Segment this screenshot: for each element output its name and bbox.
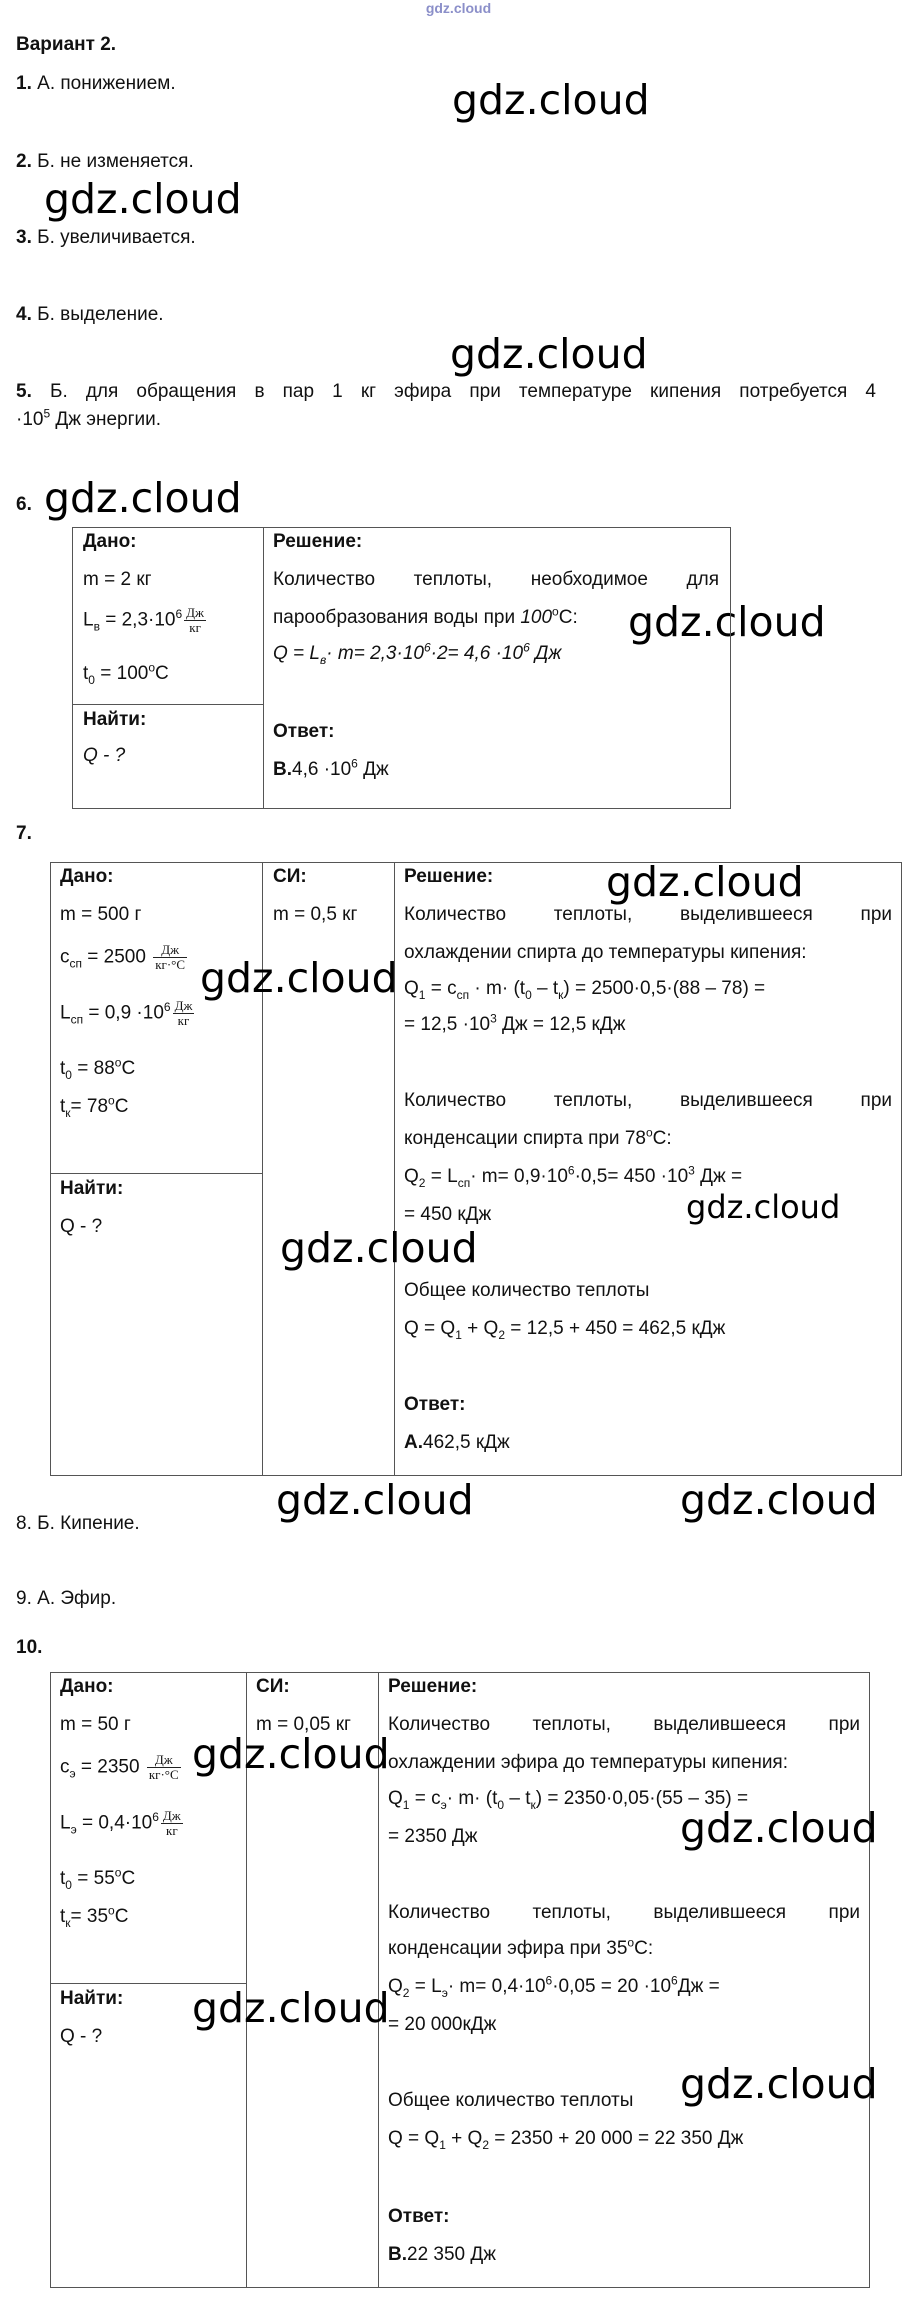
q7-sol-4: = $12,5 \cdot 10^3$ Дж = 12,5 кДж	[404, 1011, 626, 1035]
q10-si-mass: m = 0,05 кг	[256, 1714, 351, 1735]
answer-5: 5. Б. для обращения в пар 1 кг эфира при температуре кипения потребуется 4 $\cdot 10^5$ Дж энергии.	[16, 381, 877, 430]
watermark: gdz.cloud	[450, 330, 648, 378]
answer-4: 4. Б. выделение.	[16, 304, 164, 325]
q10-t0: $t_0 = 55^oC$	[60, 1865, 136, 1892]
q7-sol-7: $Q_2 = L_{сп}\cdot m= 0,9\cdot 10^6\cdot 0,5= 450 \cdot 10^3$ Дж =	[404, 1163, 743, 1190]
q10-sol-3: $Q_1 = c_э\cdot m\cdot (t_0 - t_к) = 2350\cdot 0,05\cdot(55 - 35)$ =	[388, 1788, 749, 1812]
q10-given-label: Дано:	[60, 1676, 114, 1697]
q10-tk: $t_к= 35^oC$	[60, 1903, 129, 1930]
watermark: gdz.cloud	[680, 2060, 878, 2108]
q10-solution-label: Решение:	[388, 1676, 478, 1697]
watermark: gdz.cloud	[276, 1476, 474, 1524]
q7-sol-3: $Q_1 = c_{сп} \cdot m\cdot (t_0 - t_к) = 2500\cdot 0,5\cdot(88 - 78)$ =	[404, 978, 766, 1002]
q7-answer: А.462,5 кДж	[404, 1432, 510, 1453]
watermark: gdz.cloud	[44, 175, 242, 223]
q10-si-label: СИ:	[256, 1676, 290, 1697]
site-watermark-top: gdz.cloud	[425, 0, 492, 16]
watermark: gdz.cloud	[680, 1476, 878, 1524]
q7-find-label: Найти:	[60, 1178, 124, 1199]
q7-solution-label: Решение:	[404, 866, 494, 887]
q10-sol-6: конденсации эфира при 35$^o$С:	[388, 1935, 654, 1959]
watermark: gdz.cloud	[628, 598, 826, 646]
answer-2: 2. Б. не изменяется.	[16, 151, 194, 172]
q6-find-label: Найти:	[83, 709, 147, 730]
question-10-number: 10.	[16, 1637, 43, 1658]
watermark: gdz.cloud	[44, 474, 242, 522]
q10-sol-7: $Q_2 = L_э\cdot m= 0,4\cdot 10^6\cdot 0,05 = 20 \cdot 10^6Дж$ =	[388, 1973, 720, 2000]
q10-find-label: Найти:	[60, 1988, 124, 2009]
watermark: gdz.cloud	[200, 954, 398, 1002]
watermark: gdz.cloud	[192, 1730, 390, 1778]
q10-answer-label: Ответ:	[388, 2206, 450, 2227]
q7-sol-1: Количество теплоты, выделившееся при	[404, 904, 892, 925]
answer-3: 3. Б. увеличивается.	[16, 227, 196, 248]
q7-mass: m = 500 г	[60, 904, 142, 925]
question-7-number: 7.	[16, 823, 32, 844]
variant-title: Вариант 2.	[16, 34, 117, 55]
q6-solution-line1: Количество теплоты, необходимое для	[273, 569, 719, 590]
q6-answer: $В.4,6 \cdot 10^6$ Дж	[273, 756, 389, 780]
q7-find: Q - ?	[60, 1216, 103, 1237]
q10-sol-1: Количество теплоты, выделившееся при	[388, 1714, 860, 1735]
q7-table	[50, 862, 902, 1476]
q7-si-label: СИ:	[273, 866, 307, 887]
q10-latent-heat: $L_э = 0,4\cdot 10^6$ $\frac{Дж}{кг}$	[60, 1808, 181, 1838]
q7-tk: $t_к= 78^oC$	[60, 1093, 129, 1120]
q7-sol-10: $Q = Q_1 + Q_2 = 12,5 + 450 = 462,5$ кДж	[404, 1318, 726, 1342]
answer-9: 9. А. Эфир.	[16, 1588, 117, 1609]
q10-mass: m = 50 г	[60, 1714, 131, 1735]
q6-temperature: $t_0 = 100^oC$	[83, 660, 169, 687]
q7-si-mass: m = 0,5 кг	[273, 904, 358, 925]
q10-sol-2: охлаждении эфира до температуры кипения:	[388, 1752, 789, 1773]
q10-find: Q - ?	[60, 2026, 103, 2047]
q7-sol-6: конденсации спирта при 78$^o$С:	[404, 1125, 672, 1149]
q7-t0: $t_0 = 88^oC$	[60, 1055, 136, 1082]
watermark: gdz.cloud	[452, 76, 650, 124]
q6-mass: m = 2 кг	[83, 569, 152, 590]
watermark: gdz.cloud	[606, 858, 804, 906]
answer-1: 1. А. понижением.	[16, 73, 176, 94]
question-6-number: 6.	[16, 494, 32, 515]
q10-sol-5: Количество теплоты, выделившееся при	[388, 1902, 860, 1923]
q7-specific-heat: $c_{сп} = 2500$ $\frac{Дж}{кг\cdot^\circ C}$	[60, 942, 186, 972]
q10-answer: В.22 350 Дж	[388, 2244, 496, 2265]
q7-latent-heat: $L_{сп} = 0,9 \cdot 10^6$ $\frac{Дж}{кг}$	[60, 998, 193, 1028]
q10-table	[50, 1672, 870, 2288]
q7-sol-2: охлаждении спирта до температуры кипения:	[404, 942, 807, 963]
q6-latent-heat: $L_в = 2,3\cdot 10^6$ $\frac{Дж}{кг}$	[83, 605, 205, 635]
q6-answer-label: Ответ:	[273, 721, 335, 742]
q10-sol-4: = 2350 Дж	[388, 1826, 478, 1847]
q10-specific-heat: $c_э = 2350$ $\frac{Дж}{кг\cdot^\circ C}$	[60, 1752, 179, 1782]
answer-8: 8. Б. Кипение.	[16, 1513, 140, 1534]
q7-sol-8: = 450 кДж	[404, 1204, 492, 1225]
q7-given-label: Дано:	[60, 866, 114, 887]
q7-answer-label: Ответ:	[404, 1394, 466, 1415]
watermark: gdz.cloud	[192, 1984, 390, 2032]
q10-sol-10: $Q = Q_1 + Q_2 = 2350 + 20$ 000 = 22 350 Дж	[388, 2128, 744, 2152]
watermark: gdz.cloud	[686, 1188, 841, 1226]
q7-sol-9: Общее количество теплоты	[404, 1280, 650, 1301]
q6-table	[72, 527, 731, 809]
q6-find: Q - ?	[83, 745, 126, 766]
q10-sol-8: = 20 000кДж	[388, 2014, 497, 2035]
q6-solution-line2: парообразования воды при 100$^o$С:	[273, 604, 578, 628]
q6-given-label: Дано:	[83, 531, 137, 552]
watermark: gdz.cloud	[280, 1224, 478, 1272]
q7-sol-5: Количество теплоты, выделившееся при	[404, 1090, 892, 1111]
q6-solution-line3: $Q = L_в\cdot m= 2,3\cdot 10^6\cdot 2= 4,6 \cdot 10^6$ Дж	[273, 640, 562, 667]
watermark: gdz.cloud	[680, 1804, 878, 1852]
q10-sol-9: Общее количество теплоты	[388, 2090, 634, 2111]
q6-solution-label: Решение:	[273, 531, 363, 552]
